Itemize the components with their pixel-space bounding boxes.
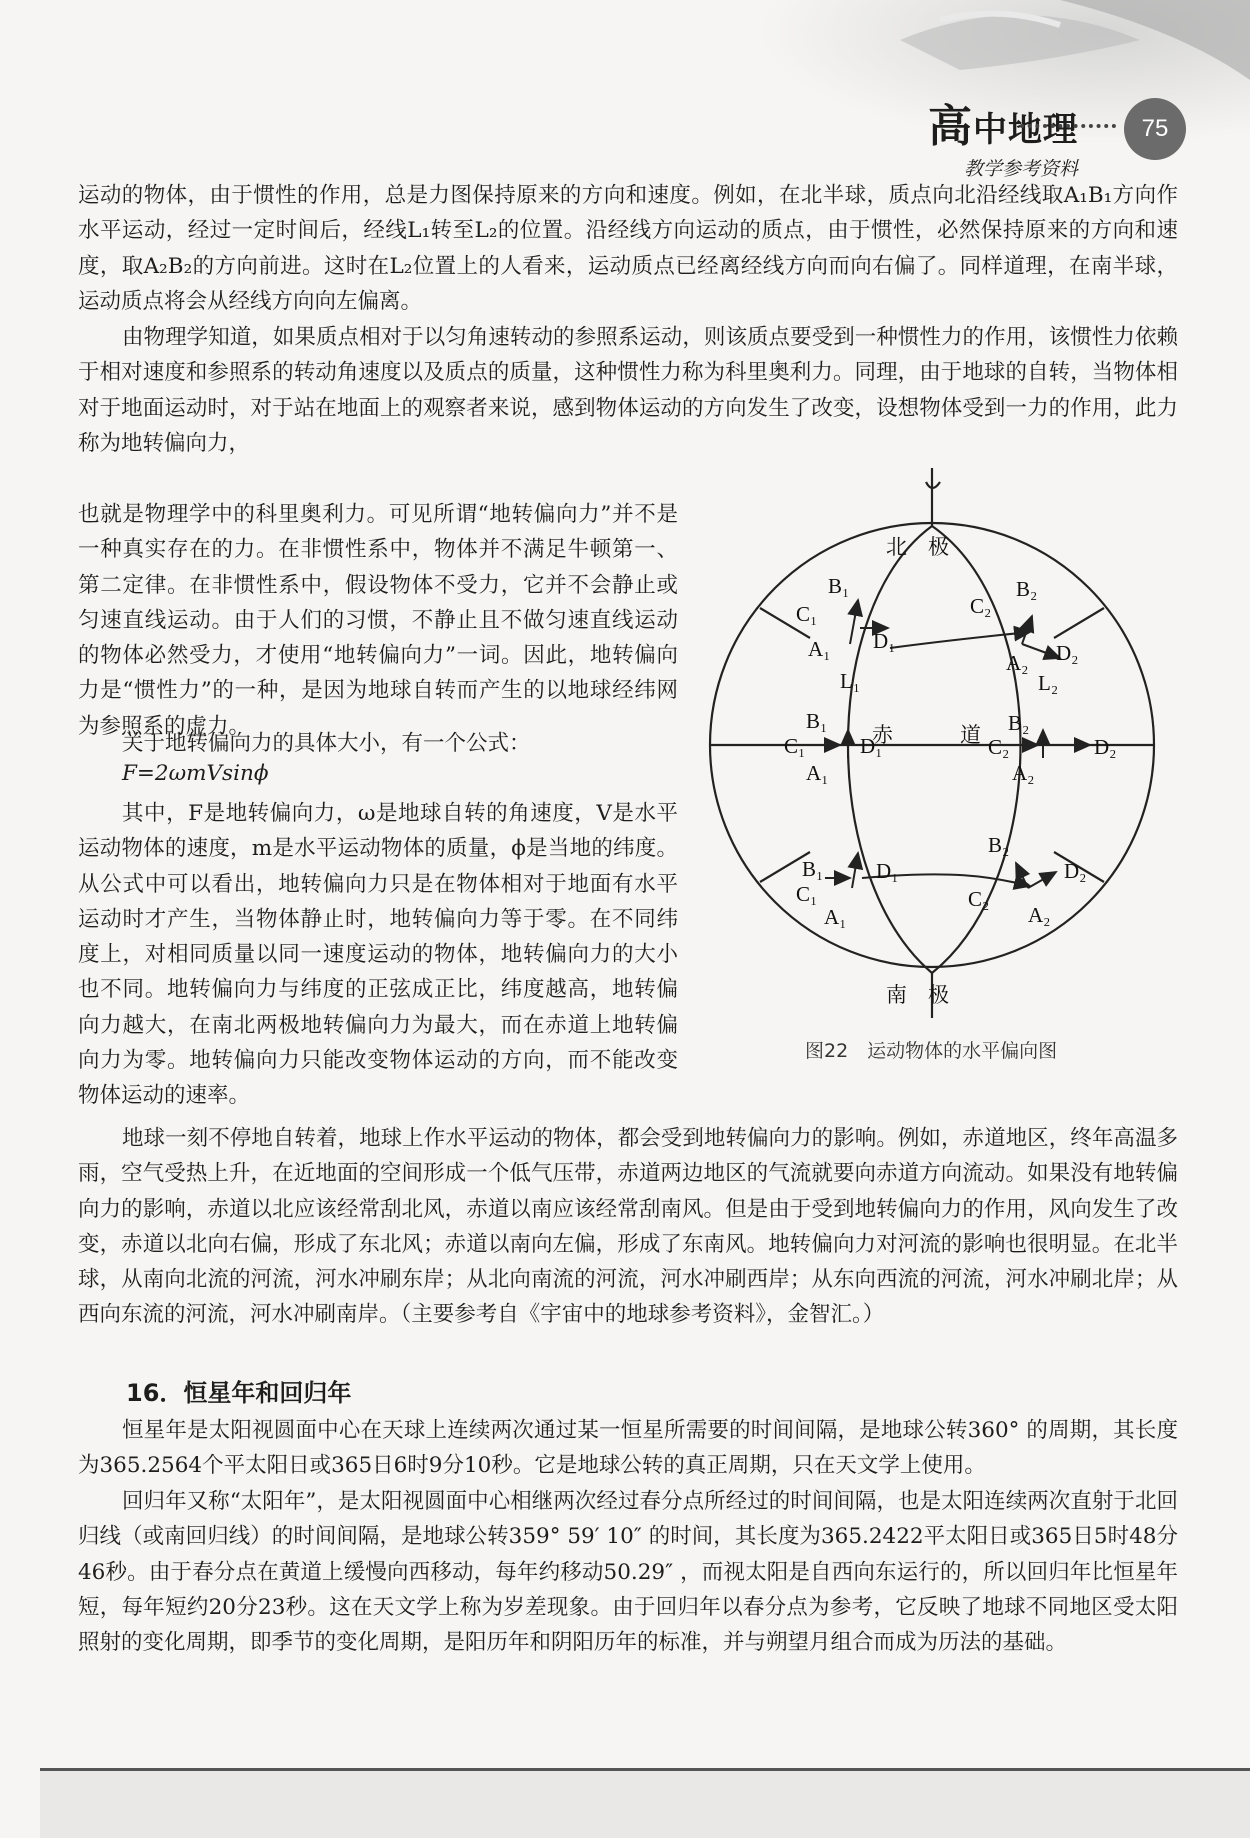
page-number: 75 [1124,98,1186,160]
book-title: 高中地理 [928,101,1078,152]
paragraph-4: 其中，F是地转偏向力，ω是地球自转的角速度，V是水平运动物体的速度，m是水平运动物体的质量，ϕ是当地的纬度。从公式中可以看出，地转偏向力只是在物体相对于地面有水平运动时才产生，当物体静止时，地转偏向力等于零。在不同纬度上，对相同质量以同一速度运动的物体，地转偏向力的大小也不同。地转偏向力与纬度的正弦成正比，纬度越高，地转偏向力越大，在南北两极地转偏向力为最大，而在赤道上地转偏向力为零。地转偏向力只能改变物体运动的方向，而不能改变物体运动的速率。 [78,801,678,1109]
label-d2-top: D₂ [1056,641,1079,665]
label-a1-mid: A₁ [806,761,829,785]
label-a2-top: A₂ [1006,651,1029,675]
label-a2-bottom: A₂ [1028,903,1051,927]
paragraph-1: 运动的物体，由于惯性的作用，总是力图保持原来的方向和速度。例如，在北半球，质点向北沿经线取A₁B₁方向作水平运动，经过一定时间后，经线L₁转至L₂的位置。沿经线方向运动的质点，由于惯性，必然保持原来的方向和速度，取A₂B₂的方向前进。这时在L₂位置上的人看来，运动质点已经离经线方向而向右偏了。同样道理，在南半球，运动质点将会从经线方向向左偏离。 [78,183,1178,314]
label-b1-top: B₁ [828,574,850,598]
label-b1-bottom: B₁ [802,857,824,881]
label-b2-mid: B₂ [1008,711,1030,735]
label-b2-bottom: B₂ [988,833,1010,857]
label-c1-top: C₁ [796,602,818,626]
label-c2-top: C₂ [970,594,992,618]
paragraph-6: 恒星年是太阳视圆面中心在天球上连续两次通过某一恒星所需要的时间间隔，是地球公转360° 的周期，其长度为365.2564个平太阳日或365日6时9分10秒。它是地球公转的真正周期，只在天文学上使用。 [78,1418,1178,1479]
label-b2-top: B₂ [1016,577,1038,601]
paragraph-2b: 也就是物理学中的科里奥利力。可见所谓“地转偏向力”并不是一种真实存在的力。在非惯性系中，物体并不满足牛顿第一、第二定律。在非惯性系中，假设物体不受力，它并不会静止或匀速直线运动。由于人们的习惯，不静止且不做匀速直线运动的物体必然受力，才使用“地转偏向力”一词。因此，地转偏向力是“惯性力”的一种，是因为地球自转而产生的以地球经纬网为参照系的虚力。 [78,502,678,739]
header-dots [1020,124,1116,128]
label-l2: L₂ [1038,671,1059,695]
footer-band [40,1771,1250,1838]
label-d2-bottom: D₂ [1064,859,1087,883]
label-a1-bottom: A₁ [824,905,847,929]
running-header [928,90,1078,181]
label-a2-mid: A₂ [1012,761,1035,785]
label-l1: L₁ [840,669,861,693]
equator-label-left: 赤 [872,723,893,747]
north-pole-label: 北 极 [886,535,949,559]
label-a1-top: A₁ [808,637,831,661]
label-d1-top: D₁ [873,629,896,653]
formula: F=2ωmVsinϕ [122,761,269,786]
coriolis-deflection-diagram [700,468,1170,1038]
label-c2-mid: C₂ [988,735,1010,759]
equator-label-right: 道 [960,723,981,747]
label-c2-bottom: C₂ [968,887,990,911]
figure-caption: 图22 运动物体的水平偏向图 [805,1040,1058,1062]
paragraph-7: 回归年又称“太阳年”，是太阳视圆面中心相继两次经过春分点所经过的时间间隔，也是太阳连续两次直射于北回归线（或南回归线）的时间间隔，是地球公转359° 59′ 10″ 的时间，其长度为365.2422平太阳日或365日5时48分46秒。由于春分点在黄道上缓慢向西移动，每年约移动50.29″ ，而视太阳是自西向东运行的，所以回归年比恒星年短，每年短约20分23秒。这在天文学上称为岁差现象。由于回归年以春分点为参考，它反映了地球不同地区受太阳照射的变化周期，即季节的变化周期，是阳历年和阴阳历年的标准，并与朔望月组合而成为历法的基础。 [78,1489,1178,1656]
label-b1-mid: B₁ [806,709,828,733]
paragraph-2a: 由物理学知道，如果质点相对于以匀角速转动的参照系运动，则该质点要受到一种惯性力的作用，该惯性力依赖于相对速度和参照系的转动角速度以及质点的质量，这种惯性力称为科里奥利力。同理，由于地球的自转，当物体相对于地面运动时，对于站在地面上的观察者来说，感到物体运动的方向发生了改变，设想物体受到一力的作用，此力称为地转偏向力， [78,325,1178,456]
paragraph-5: 地球一刻不停地自转着，地球上作水平运动的物体，都会受到地转偏向力的影响。例如，赤道地区，终年高温多雨，空气受热上升，在近地面的空间形成一个低气压带，赤道两边地区的气流就要向赤道方向流动。如果没有地转偏向力的影响，赤道以北应该经常刮北风，赤道以南应该经常刮南风。但是由于受到地转偏向力的作用，风向发生了改变，赤道以北向右偏，形成了东北风；赤道以南向左偏，形成了东南风。地转偏向力对河流的影响也很明显。在北半球，从南向北流的河流，河水冲刷东岸；从北向南流的河流，河水冲刷西岸；从东向西流的河流，河水冲刷北岸；从西向东流的河流，河水冲刷南岸。（主要参考自《宇宙中的地球参考资料》，金智汇。） [78,1126,1178,1328]
label-d1-mid: D₁ [860,734,883,758]
label-c1-mid: C₁ [784,734,806,758]
section-heading: 16．恒星年和回归年 [126,1379,352,1407]
book-subtitle: 教学参考资料 [963,158,1078,180]
south-pole-label: 南 极 [886,983,949,1007]
label-c1-bottom: C₁ [796,882,818,906]
paragraph-3: 关于地转偏向力的具体大小，有一个公式： [122,731,531,756]
label-d1-bottom: D₁ [876,859,899,883]
label-d2-mid: D₂ [1094,735,1117,759]
